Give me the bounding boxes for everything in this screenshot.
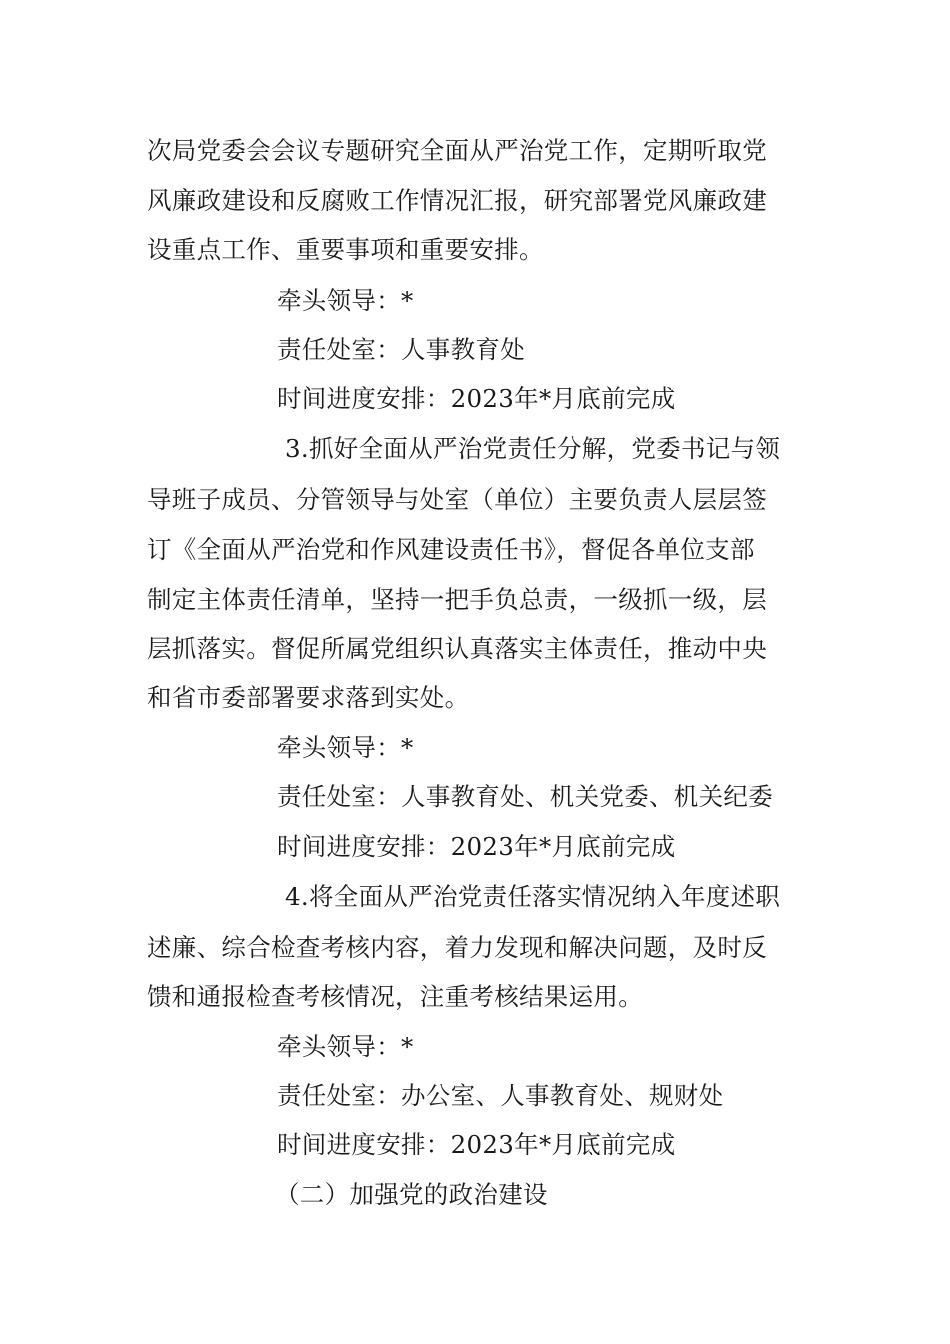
responsible-office-line: 责任处室：人事教育处 [277, 335, 525, 364]
item-3-heading-line: 3.抓好全面从严治党责任分解，党委书记与领 [285, 434, 781, 463]
lead-leader-line: 牵头领导：* [277, 733, 414, 762]
paragraph-line: 订《全面从严治党和作风建设责任书》，督促各单位支部 [147, 535, 755, 564]
lead-leader-line: 牵头领导：* [277, 286, 414, 315]
paragraph-line: 导班子成员、分管领导与处室（单位）主要负责人层层签 [147, 485, 767, 514]
paragraph-line: 制定主体责任清单，坚持一把手负总责，一级抓一级，层 [147, 585, 767, 614]
responsible-office-line: 责任处室：办公室、人事教育处、规财处 [277, 1081, 724, 1110]
paragraph-line: 馈和通报检查考核情况，注重考核结果运用。 [147, 982, 643, 1011]
schedule-line: 时间进度安排：2023年*月底前完成 [277, 384, 676, 413]
paragraph-line: 和省市委部署要求落到实处。 [147, 683, 470, 712]
paragraph-line: 设重点工作、重要事项和重要安排。 [147, 235, 544, 264]
paragraph-line: 风廉政建设和反腐败工作情况汇报，研究部署党风廉政建 [147, 186, 767, 215]
responsible-office-line: 责任处室：人事教育处、机关党委、机关纪委 [277, 782, 773, 811]
section-heading: （二）加强党的政治建设 [275, 1180, 548, 1209]
item-4-heading-line: 4.将全面从严治党责任落实情况纳入年度述职 [285, 882, 781, 911]
paragraph-line: 层抓落实。督促所属党组织认真落实主体责任，推动中央 [147, 634, 767, 663]
schedule-line: 时间进度安排：2023年*月底前完成 [277, 1130, 676, 1159]
paragraph-line: 次局党委会会议专题研究全面从严治党工作，定期听取党 [147, 136, 767, 165]
paragraph-line: 述廉、综合检查考核内容，着力发现和解决问题，及时反 [147, 933, 767, 962]
lead-leader-line: 牵头领导：* [277, 1032, 414, 1061]
schedule-line: 时间进度安排：2023年*月底前完成 [277, 832, 676, 861]
